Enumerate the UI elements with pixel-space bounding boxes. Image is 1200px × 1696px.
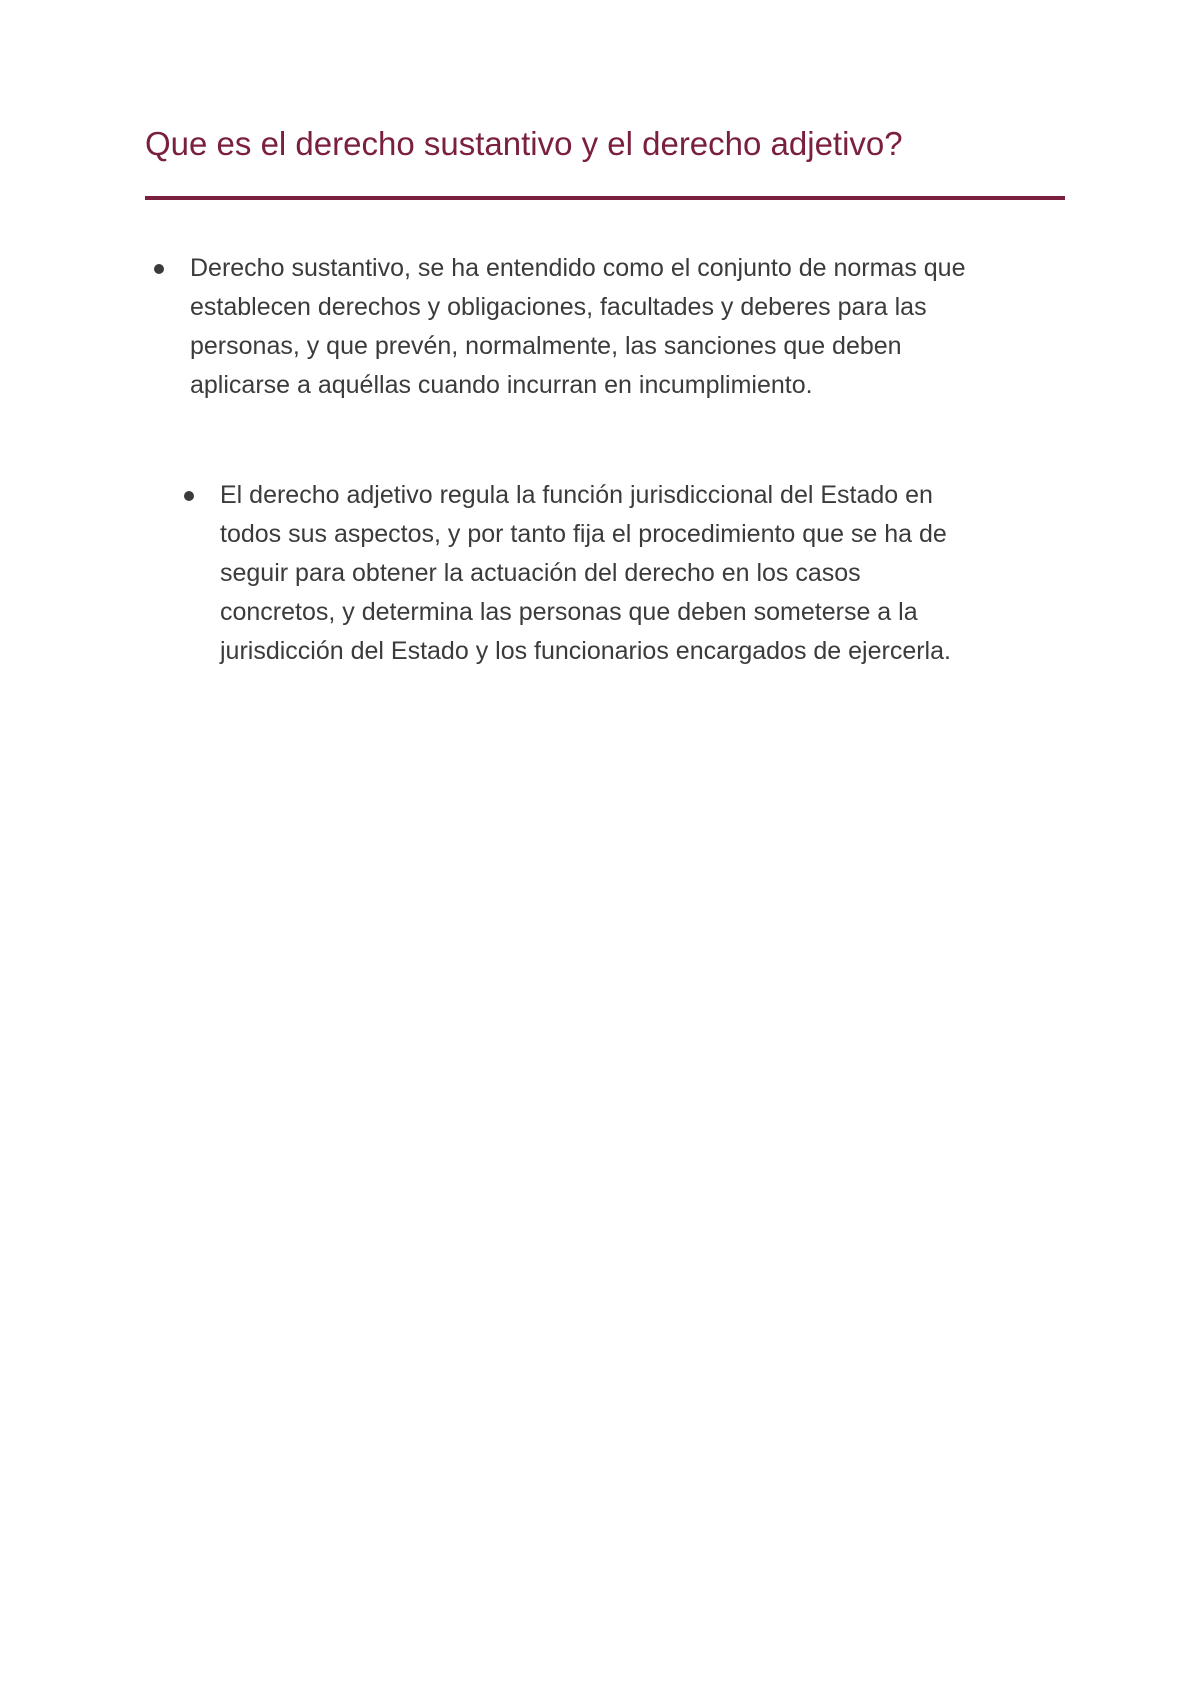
list-item-line: jurisdicción del Estado y los funcionarios encargados de ejercerla. xyxy=(220,637,951,665)
list-item-line: todos sus aspectos, y por tanto fija el procedimiento que se ha de xyxy=(220,520,947,548)
list-item-line: aplicarse a aquéllas cuando incurran en incumplimiento. xyxy=(190,371,813,399)
list-item-line: personas, y que prevén, normalmente, las sanciones que deben xyxy=(190,332,902,360)
list-item-line: establecen derechos y obligaciones, facultades y deberes para las xyxy=(190,293,927,321)
bullet-list-1 xyxy=(145,249,1085,405)
list-item-line: concretos, y determina las personas que deben someterse a la xyxy=(220,598,918,626)
list-item-line: seguir para obtener la actuación del derecho en los casos xyxy=(220,559,861,587)
list-item-derecho-sustantivo xyxy=(145,249,1085,405)
list-item-line: Derecho sustantivo, se ha entendido como el conjunto de normas que xyxy=(190,254,966,282)
document-title: Que es el derecho sustantivo y el derecho adjetivo? xyxy=(145,125,903,162)
bullet-dot-icon xyxy=(154,264,164,274)
title-divider xyxy=(145,196,1065,200)
list-item-line: El derecho adjetivo regula la función jurisdiccional del Estado en xyxy=(220,481,933,509)
bullet-list-2 xyxy=(175,476,1085,671)
list-item-derecho-adjetivo xyxy=(175,476,1085,671)
bullet-dot-icon xyxy=(184,491,194,501)
